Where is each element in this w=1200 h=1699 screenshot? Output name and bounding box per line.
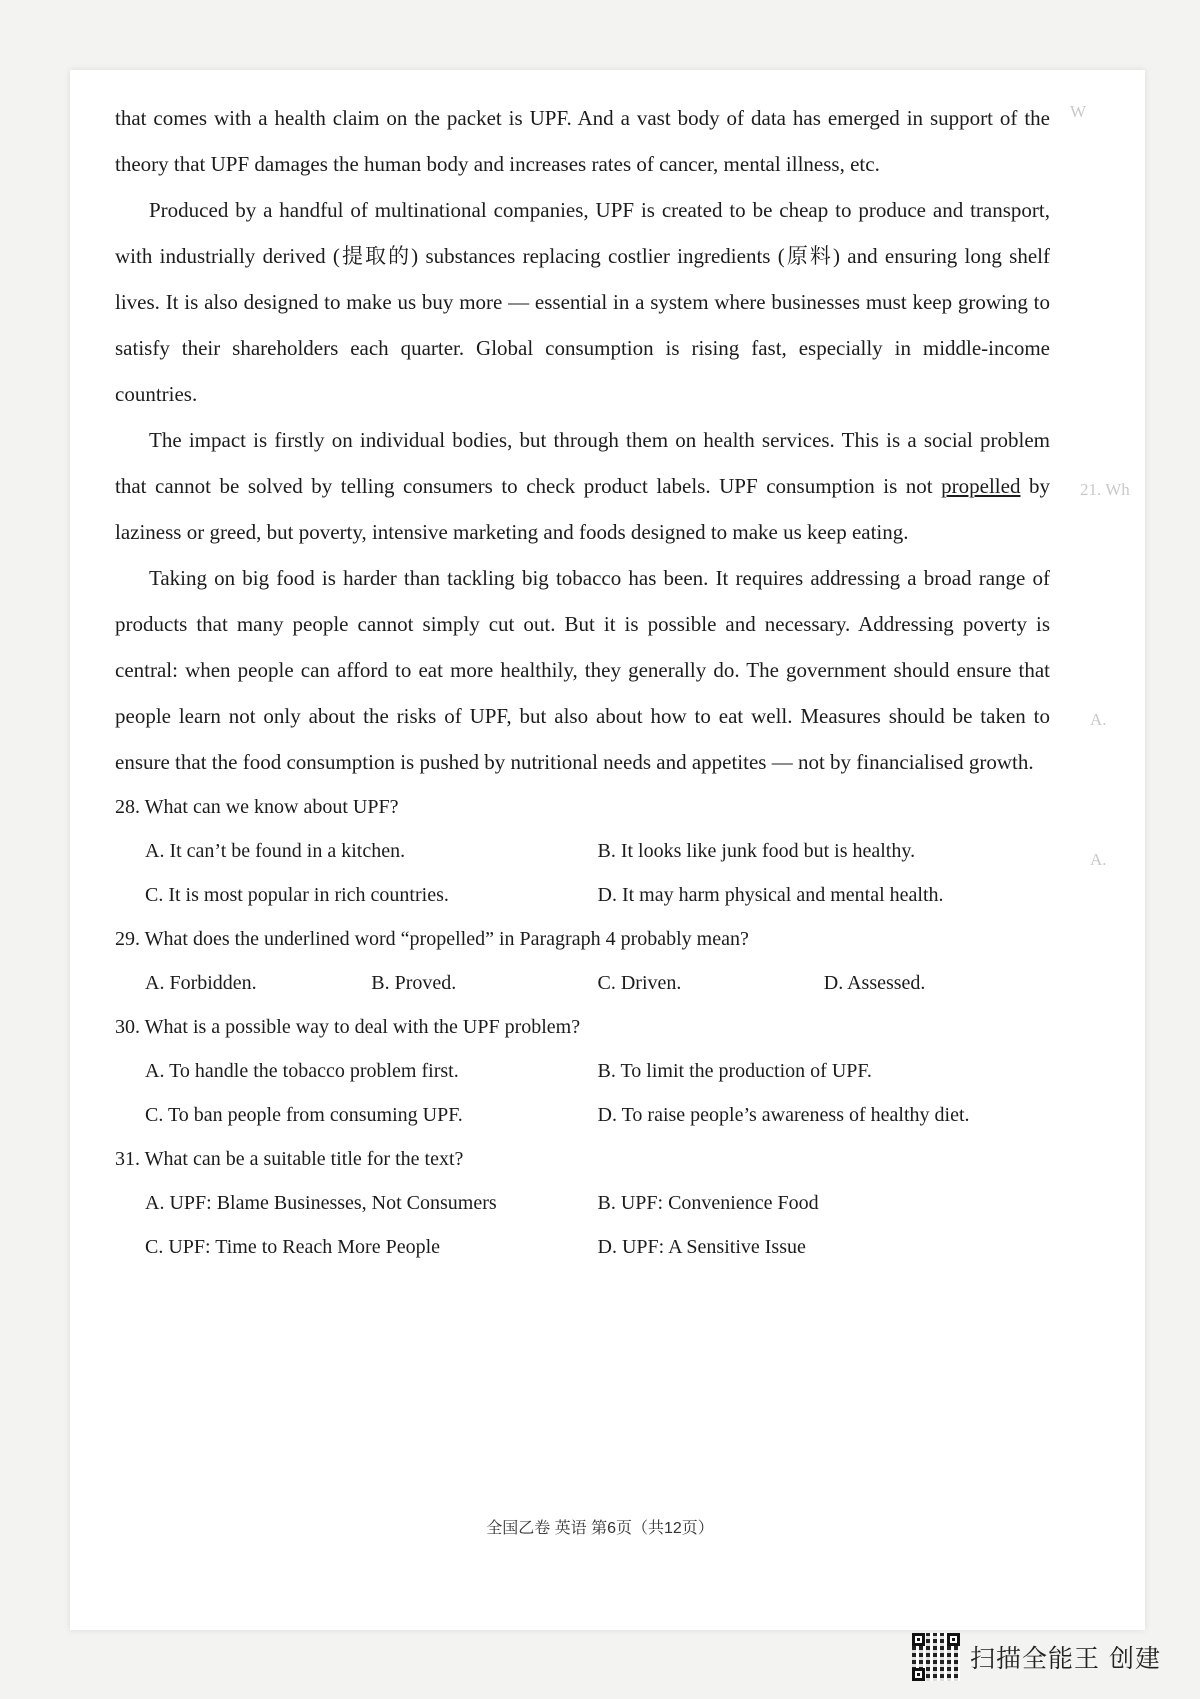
option-c[interactable]: C. To ban people from consuming UPF. — [145, 1104, 463, 1126]
bleed-through-text: 21. Wh — [1080, 480, 1130, 499]
question-31 — [115, 1137, 1050, 1269]
option-d[interactable]: D. It may harm physical and mental health. — [597, 884, 944, 906]
paragraph-3-part-b: by laziness or greed, but poverty, intensive marketing and foods designed to make us keep eating. — [115, 474, 1051, 544]
option-b[interactable]: B. UPF: Convenience Food — [597, 1192, 819, 1214]
answer-options — [115, 961, 1050, 1005]
answer-options — [115, 1181, 1050, 1269]
answer-options — [115, 1049, 1050, 1137]
question-stem: 29. What does the underlined word “propelled” in Paragraph 4 probably mean? — [115, 928, 749, 950]
passage-paragraph-2: Produced by a handful of multinational companies, UPF is created to be cheap to produce and transport, with industrially derived (提取的) substances replacing costlier ingredients (原料) and ensuring long shelf lives. It is also designed to make us buy more — essential in a system where businesses must keep growing to satisfy their shareholders each quarter. Global consumption is rising fast, especially in middle-income countries. — [115, 198, 1050, 406]
question-29 — [115, 917, 1050, 1005]
bleed-through-text: A. — [1090, 850, 1107, 869]
answer-options — [115, 829, 1050, 917]
question-stem: 30. What is a possible way to deal with the UPF problem? — [115, 1016, 581, 1038]
option-c[interactable]: C. It is most popular in rich countries. — [145, 884, 449, 906]
option-b[interactable]: B. It looks like junk food but is healthy. — [597, 840, 916, 862]
option-d[interactable]: D. To raise people’s awareness of healthy diet. — [597, 1104, 970, 1126]
option-a[interactable]: A. UPF: Blame Businesses, Not Consumers — [145, 1192, 497, 1214]
passage-paragraph-1: that comes with a health claim on the packet is UPF. And a vast body of data has emerged in support of the theory that UPF damages the human body and increases rates of cancer, mental illness, etc. — [115, 106, 1050, 176]
underlined-word: propelled — [941, 474, 1021, 498]
question-stem: 28. What can we know about UPF? — [115, 796, 399, 818]
qr-code-icon — [912, 1633, 960, 1681]
option-b[interactable]: B. To limit the production of UPF. — [597, 1060, 872, 1082]
question-30 — [115, 1005, 1050, 1137]
bleed-through-text: A. — [1090, 710, 1107, 729]
option-b[interactable]: B. Proved. — [371, 972, 457, 994]
question-28 — [115, 785, 1050, 917]
scanner-watermark — [912, 1632, 1161, 1682]
option-c[interactable]: C. UPF: Time to Reach More People — [145, 1236, 441, 1258]
reading-passage — [115, 95, 1050, 1269]
bleed-through-text: W — [1070, 102, 1087, 121]
question-stem: 31. What can be a suitable title for the text? — [115, 1148, 464, 1170]
passage-paragraph-3 — [115, 417, 1050, 555]
paragraph-3-part-a: The impact is firstly on individual bodies, but through them on health services. This is a social problem that cannot be solved by telling consumers to check product labels. UPF consumption is not — [115, 428, 1050, 498]
option-a[interactable]: A. It can’t be found in a kitchen. — [145, 840, 406, 862]
watermark-text: 扫描全能王 创建 — [970, 1644, 1161, 1673]
option-d[interactable]: D. UPF: A Sensitive Issue — [597, 1236, 806, 1258]
passage-paragraph-4: Taking on big food is harder than tackling big tobacco has been. It requires addressing a broad range of products that many people cannot simply cut out. But it is possible and necessary. Addressing poverty is central: when people can afford to eat more healthily, they generally do. The government should ensure that people learn not only about the risks of UPF, but also about how to eat well. Measures should be taken to ensure that the food consumption is pushed by nutritional needs and appetites — not by financialised growth. — [115, 566, 1050, 774]
option-a[interactable]: A. To handle the tobacco problem first. — [145, 1060, 459, 1082]
option-d[interactable]: D. Assessed. — [823, 972, 926, 994]
option-a[interactable]: A. Forbidden. — [145, 972, 257, 994]
page-footer: 全国乙卷 英语 第6页（共12页） — [486, 1520, 714, 1537]
option-c[interactable]: C. Driven. — [597, 972, 682, 994]
